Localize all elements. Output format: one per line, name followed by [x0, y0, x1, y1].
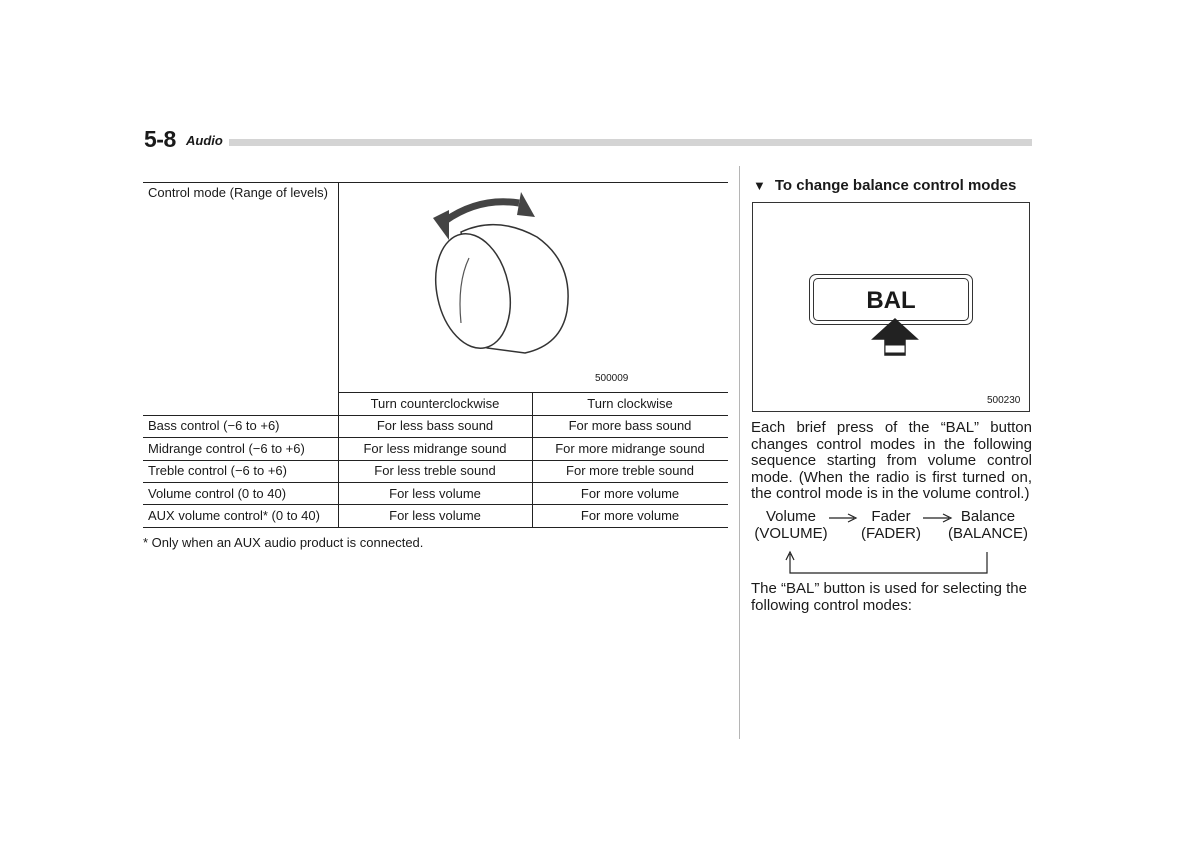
table-row-cw: For more treble sound	[566, 463, 694, 478]
sequence-step-code: (BALANCE)	[947, 525, 1029, 542]
table-row-mode: Midrange control (−6 to +6)	[148, 441, 305, 456]
sequence-step-name: Balance	[960, 508, 1016, 525]
header-bar	[229, 139, 1032, 146]
figure-code: 500009	[595, 373, 629, 384]
sequence-step-name: Volume	[765, 508, 817, 525]
mode-column-header: Control mode (Range of levels)	[148, 185, 328, 200]
table-rule	[338, 392, 728, 393]
table-bottom-rule	[143, 527, 728, 528]
section-heading	[753, 177, 1016, 194]
arrow-right-icon	[923, 514, 951, 522]
table-rule	[143, 460, 728, 461]
press-arrow-icon	[869, 317, 921, 357]
table-row-cw: For more volume	[580, 486, 680, 501]
table-row-mode: Treble control (−6 to +6)	[148, 463, 287, 478]
table-row-ccw: For less midrange sound	[363, 441, 507, 456]
table-row-cw: For more bass sound	[568, 418, 692, 433]
knob-rotation-figure	[339, 183, 728, 392]
control-mode-table	[143, 182, 728, 528]
bal-usage-text: The “BAL” button is used for selecting the following control modes:	[751, 580, 1027, 614]
table-row-cw: For more midrange sound	[555, 441, 705, 456]
table-footnote: * Only when an AUX audio product is connected.	[143, 535, 424, 550]
table-rule	[143, 482, 728, 483]
table-row-ccw: For less bass sound	[376, 418, 494, 433]
table-rule	[143, 504, 728, 505]
triangle-marker-icon: ▼	[753, 178, 766, 193]
bal-button-figure	[752, 202, 1030, 412]
figure-code: 500230	[987, 395, 1021, 406]
section-heading-text: To change balance control modes	[774, 177, 1017, 194]
table-row-mode: AUX volume control* (0 to 40)	[148, 508, 320, 523]
knob-icon	[426, 225, 568, 356]
table-rule	[143, 437, 728, 438]
page-number: 5-8	[144, 126, 176, 152]
arrow-right-icon	[829, 514, 856, 522]
table-row-ccw: For less volume	[389, 508, 481, 523]
table-row-ccw: For less treble sound	[374, 463, 496, 478]
sequence-arrows	[750, 505, 1040, 580]
sequence-step-name: Fader	[871, 508, 911, 525]
bal-description: Each brief press of the “BAL” button changes control modes in the following sequence starting from volume control mode. (When the radio is first turned on, the control mode is in the volume control.)	[751, 419, 1032, 503]
col-header-ccw: Turn counterclockwise	[370, 396, 500, 411]
section-title: Audio	[186, 133, 223, 148]
column-divider	[739, 166, 740, 739]
table-row-mode: Volume control (0 to 40)	[148, 486, 287, 501]
table-row-mode: Bass control (−6 to +6)	[148, 418, 280, 433]
sequence-step-code: (FADER)	[861, 525, 921, 542]
bal-button-label: BAL	[866, 287, 916, 314]
table-rule	[143, 415, 728, 416]
table-row-ccw: For less volume	[389, 486, 481, 501]
sequence-step-code: (VOLUME)	[754, 525, 828, 542]
table-row-cw: For more volume	[580, 508, 680, 523]
loop-back-arrow-icon	[786, 552, 987, 573]
col-header-cw: Turn clockwise	[587, 396, 673, 411]
